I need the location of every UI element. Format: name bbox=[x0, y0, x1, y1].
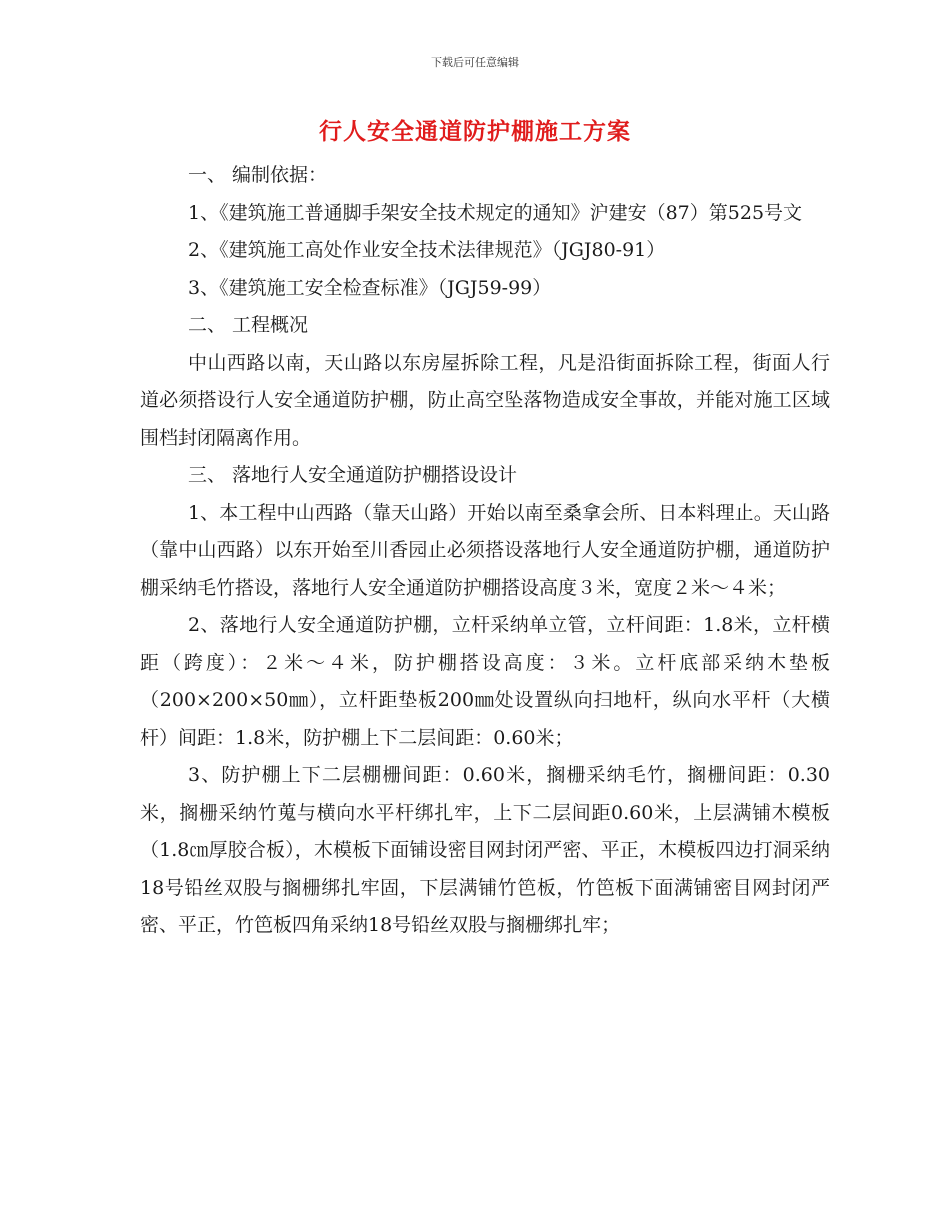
design-item-2: 2、落地行人安全通道防护棚，立杆采纳单立管，立杆间距：1.8米，立杆横距（跨度）：２米～４米，防护棚搭设高度：３米。立杆底部采纳木垫板（200×200×50㎜），立杆距垫板200㎜处设置纵向扫地杆，纵向水平杆（大横杆）间距：1.8米，防护棚上下二层间距：0.60米； bbox=[140, 614, 830, 749]
section-heading-overview: 二、 工程概况 bbox=[188, 314, 309, 336]
document-title: 行人安全通道防护棚施工方案 bbox=[319, 118, 631, 145]
basis-item-1: 1、《建筑施工普通脚手架安全技术规定的通知》沪建安（87）第525号文 bbox=[188, 201, 803, 224]
design-item-1: 1、本工程中山西路（靠天山路）开始以南至桑拿会所、日本料理止。天山路（靠中山西路）以东开始至川香园止必须搭设落地行人安全通道防护棚，通道防护棚采纳毛竹搭设，落地行人安全通道防护棚搭设高度３米，宽度２米～４米； bbox=[140, 501, 830, 599]
section-heading-design: 三、 落地行人安全通道防护棚搭设设计 bbox=[188, 464, 518, 486]
section-heading-basis: 一、 编制依据： bbox=[188, 164, 328, 186]
header-note: 下载后可任意编辑 bbox=[431, 56, 519, 69]
basis-item-3: 3、《建筑施工安全检查标准》（JGJ59-99） bbox=[188, 276, 552, 299]
overview-paragraph: 中山西路以南，天山路以东房屋拆除工程，凡是沿街面拆除工程，街面人行道必须搭设行人安全通道防护棚，防止高空坠落物造成安全事故，并能对施工区域围档封闭隔离作用。 bbox=[140, 351, 830, 449]
document-body bbox=[140, 157, 830, 945]
design-item-3: 3、防护棚上下二层棚栅间距：0.60米，搁栅采纳毛竹，搁栅间距：0.30米，搁栅采纳竹蒐与横向水平杆绑扎牢，上下二层间距0.60米，上层满铺木模板（1.8㎝厚胶合板），木模板下面铺设密目网封闭严密、平正，木模板四边打洞采纳18号铅丝双股与搁栅绑扎牢固，下层满铺竹笆板，竹笆板下面满铺密目网封闭严密、平正，竹笆板四角采纳18号铅丝双股与搁栅绑扎牢； bbox=[140, 764, 830, 936]
basis-item-2: 2、《建筑施工高处作业安全技术法律规范》（JGJ80-91） bbox=[188, 239, 666, 261]
